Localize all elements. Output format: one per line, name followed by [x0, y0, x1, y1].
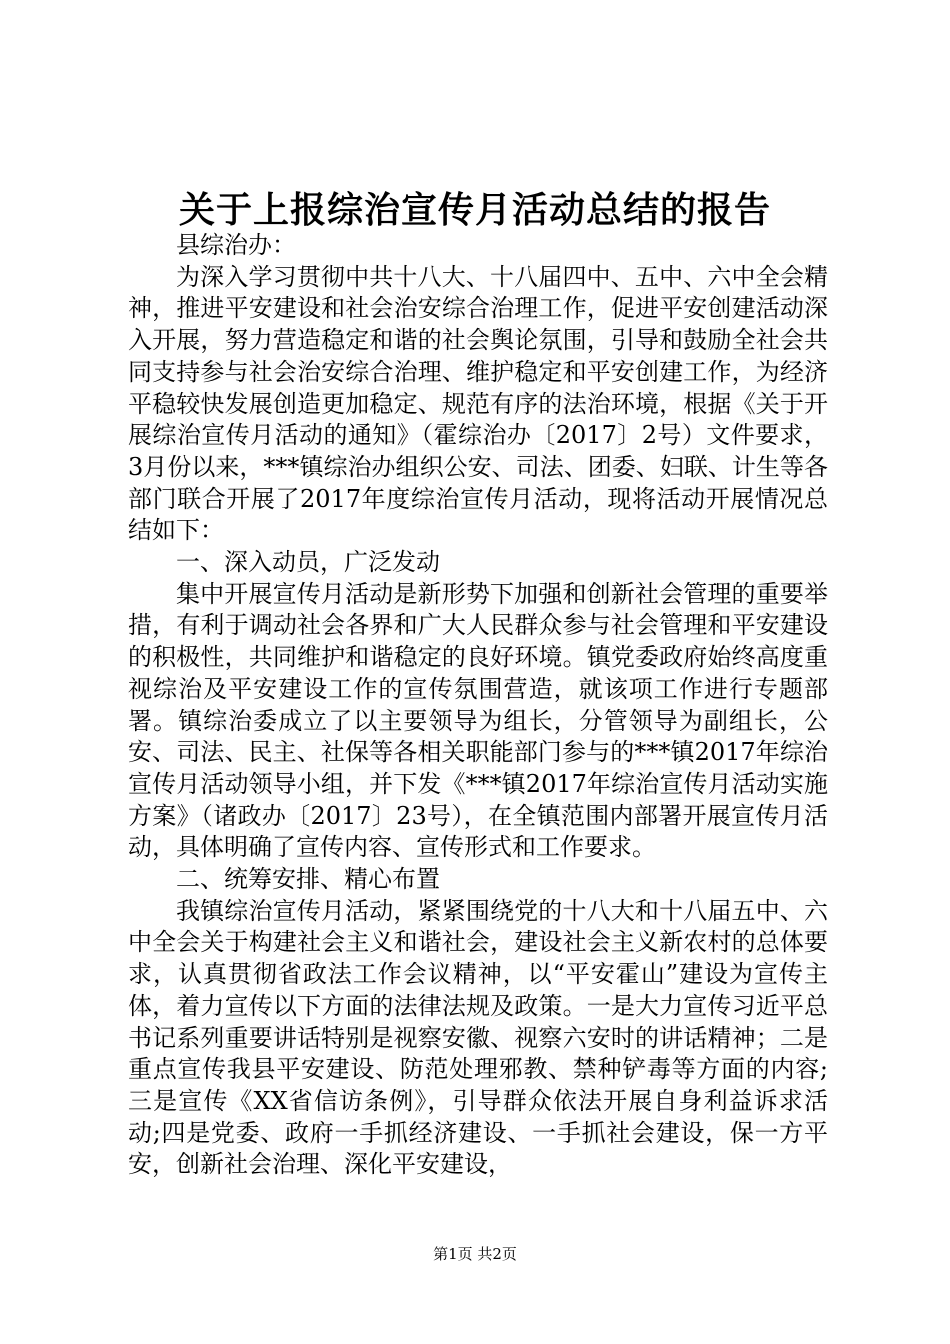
- document-body: [128, 230, 828, 1181]
- page-footer: 第1页 共2页: [433, 1245, 517, 1263]
- section-heading-2: 二、统筹安排、精心布置: [176, 865, 440, 894]
- section-heading-1: 一、深入动员，广泛发动: [176, 548, 440, 577]
- section-1-paragraph: 集中开展宣传月活动是新形势下加强和创新社会管理的重要举措，有利于调动社会各界和广大人民群众参与社会管理和平安建设的积极性，共同维护和谐稳定的良好环境。镇党委政府始终高度重视综治及平安建设工作的宣传氛围营造，就该项工作进行专题部署。镇综治委成立了以主要领导为组长，分管领导为副组长，公安、司法、民主、社保等各相关职能部门参与的***镇2017年综治宣传月活动领导小组，并下发《***镇2017年综治宣传月活动实施方案》（诸政办〔2017〕23号），在全镇范围内部署开展宣传月活动，具体明确了宣传内容、宣传形式和工作要求。: [128, 579, 828, 862]
- intro-paragraph: 为深入学习贯彻中共十八大、十八届四中、五中、六中全会精神，推进平安建设和社会治安综合治理工作，促进平安创建活动深入开展，努力营造稳定和谐的社会舆论氛围，引导和鼓励全社会共同支持参与社会治安综合治理、维护稳定和平安创建工作，为经济平稳较快发展创造更加稳定、规范有序的法治环境，根据《关于开展综治宣传月活动的通知》（霍综治办〔2017〕2号）文件要求，3月份以来，***镇综治办组织公安、司法、团委、妇联、计生等各部门联合开展了2017年度综治宣传月活动，现将活动开展情况总结如下：: [128, 262, 828, 545]
- salutation: 县综治办：: [176, 231, 296, 259]
- document-title: 关于上报综治宣传月活动总结的报告: [178, 189, 771, 231]
- section-2-paragraph: 我镇综治宣传月活动，紧紧围绕党的十八大和十八届五中、六中全会关于构建社会主义和谐社会，建设社会主义新农村的总体要求，认真贯彻省政法工作会议精神，以“平安霍山”建设为宣传主体，着力宣传以下方面的法律法规及政策。一是大力宣传习近平总书记系列重要讲话特别是视察安徽、视察六安时的讲话精神；二是重点宣传我县平安建设、防范处理邪教、禁种铲毒等方面的内容;三是宣传《XX省信访条例》，引导群众依法开展自身利益诉求活动;四是党委、政府一手抓经济建设、一手抓社会建设，保一方平安，创新社会治理、深化平安建设，: [128, 896, 828, 1179]
